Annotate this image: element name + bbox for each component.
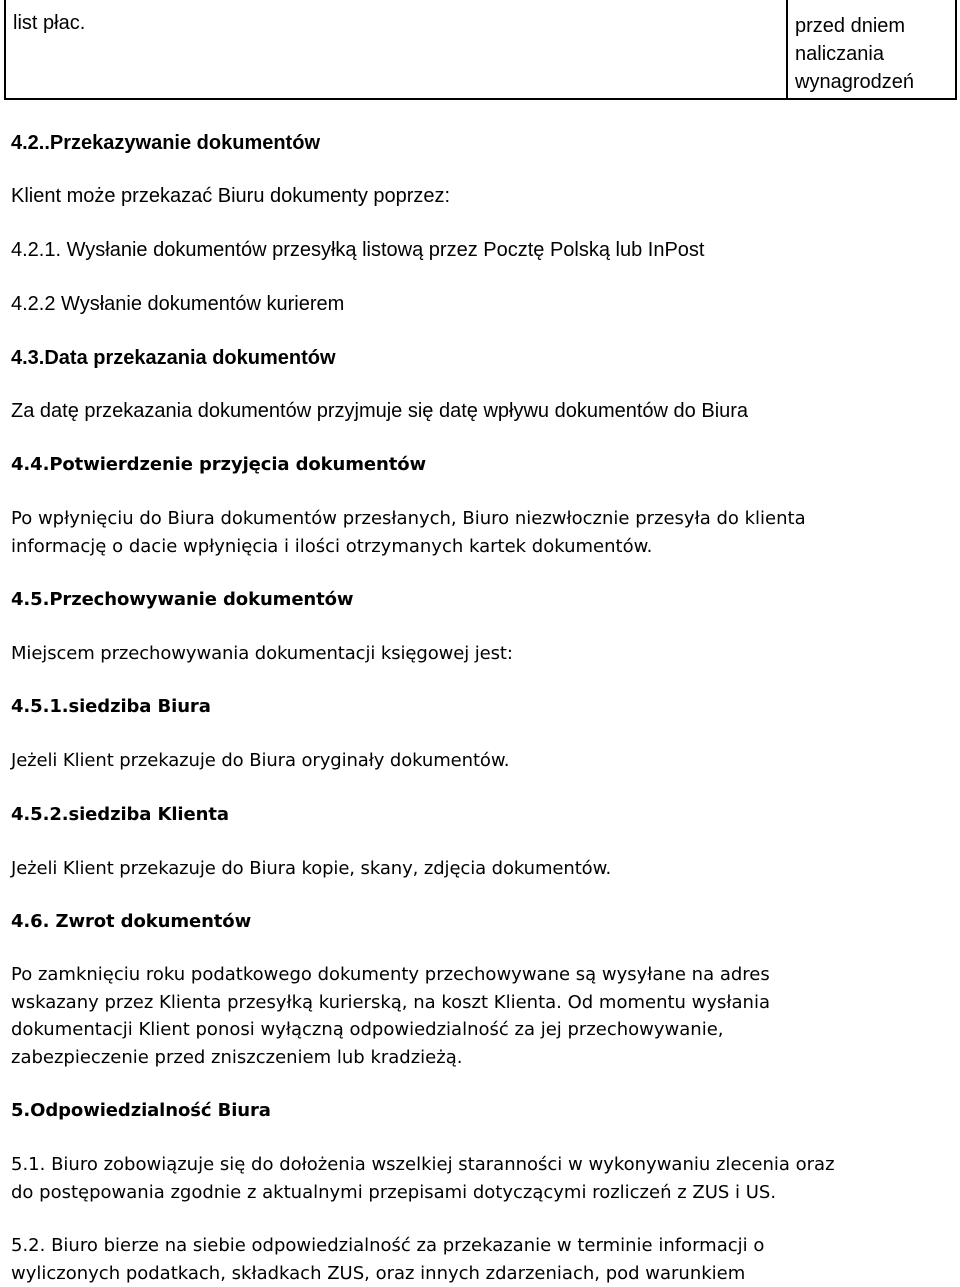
section-4-5-intro: Miejscem przechowywania dokumentacji księgowej jest:: [11, 643, 513, 664]
section-4-5-2-heading: 4.5.2.siedziba Klienta: [11, 804, 229, 825]
paragraph-line: do postępowania zgodnie z aktualnymi przepisami dotyczącymi rozliczeń z ZUS i US.: [11, 1181, 777, 1203]
section-4-6-text: [11, 961, 941, 1071]
paragraph-line: wyliczonych podatkach, składkach ZUS, oraz innych zdarzeniach, pod warunkiem: [11, 1262, 746, 1284]
section-4-2-intro: Klient może przekazać Biuru dokumenty poprzez:: [11, 185, 451, 207]
paragraph-line: 5.1. Biuro zobowiązuje się do dołożenia wszelkiej staranności w wykonywaniu zlecenia oraz: [11, 1154, 835, 1175]
paragraph-line: 5.2. Biuro bierze na siebie odpowiedzialność za przekazanie w terminie informacji o: [11, 1235, 765, 1256]
table-cell-right-line: przed dniem: [795, 15, 906, 37]
section-4-4-heading: 4.4.Potwierdzenie przyjęcia dokumentów: [11, 454, 427, 475]
paragraph-line: Po wpłynięciu do Biura dokumentów przesłanych, Biuro niezwłocznie przesyła do klienta: [11, 508, 806, 529]
section-4-5-1-heading: 4.5.1.siedziba Biura: [11, 696, 211, 717]
table-cell-right-line: naliczania: [795, 43, 884, 65]
section-4-2-1: 4.2.1. Wysłanie dokumentów przesyłką listową przez Pocztę Polską lub InPost: [11, 239, 705, 261]
section-4-2-2: 4.2.2 Wysłanie dokumentów kurierem: [11, 293, 345, 315]
paragraph-line: dokumentacji Klient ponosi wyłączną odpowiedzialność za jej przechowywanie,: [11, 1019, 724, 1040]
table-cell-right-line: wynagrodzeń: [795, 71, 914, 93]
section-5-1-text: [11, 1151, 941, 1206]
table-cell-right: [795, 12, 955, 96]
paragraph-line: Po zamknięciu roku podatkowego dokumenty przechowywane są wysyłane na adres: [11, 964, 770, 985]
section-4-3-text: Za datę przekazania dokumentów przyjmuje się datę wpływu dokumentów do Biura: [11, 400, 749, 422]
section-4-3-heading: 4.3.Data przekazania dokumentów: [11, 347, 336, 369]
top-table-fragment: [4, 0, 957, 100]
paragraph-line: wskazany przez Klienta przesyłką kurierską, na koszt Klienta. Od momentu wysłania: [11, 991, 770, 1013]
section-4-6-heading: 4.6. Zwrot dokumentów: [11, 911, 252, 932]
section-5-2-text: [11, 1232, 941, 1287]
section-4-2-heading: 4.2..Przekazywanie dokumentów: [11, 132, 320, 154]
paragraph-line: informację o dacie wpłynięcia i ilości otrzymanych kartek dokumentów.: [11, 535, 653, 557]
section-4-5-1-text: Jeżeli Klient przekazuje do Biura oryginały dokumentów.: [11, 750, 510, 771]
paragraph-line: zabezpieczenie przed zniszczeniem lub kradzieżą.: [11, 1046, 463, 1068]
table-cell-left: list płac.: [13, 12, 86, 34]
table-divider: [786, 0, 788, 98]
section-4-4-text: [11, 505, 941, 560]
section-5-heading: 5.Odpowiedzialność Biura: [11, 1100, 271, 1121]
section-4-5-2-text: Jeżeli Klient przekazuje do Biura kopie, skany, zdjęcia dokumentów.: [11, 858, 612, 879]
section-4-5-heading: 4.5.Przechowywanie dokumentów: [11, 589, 354, 610]
